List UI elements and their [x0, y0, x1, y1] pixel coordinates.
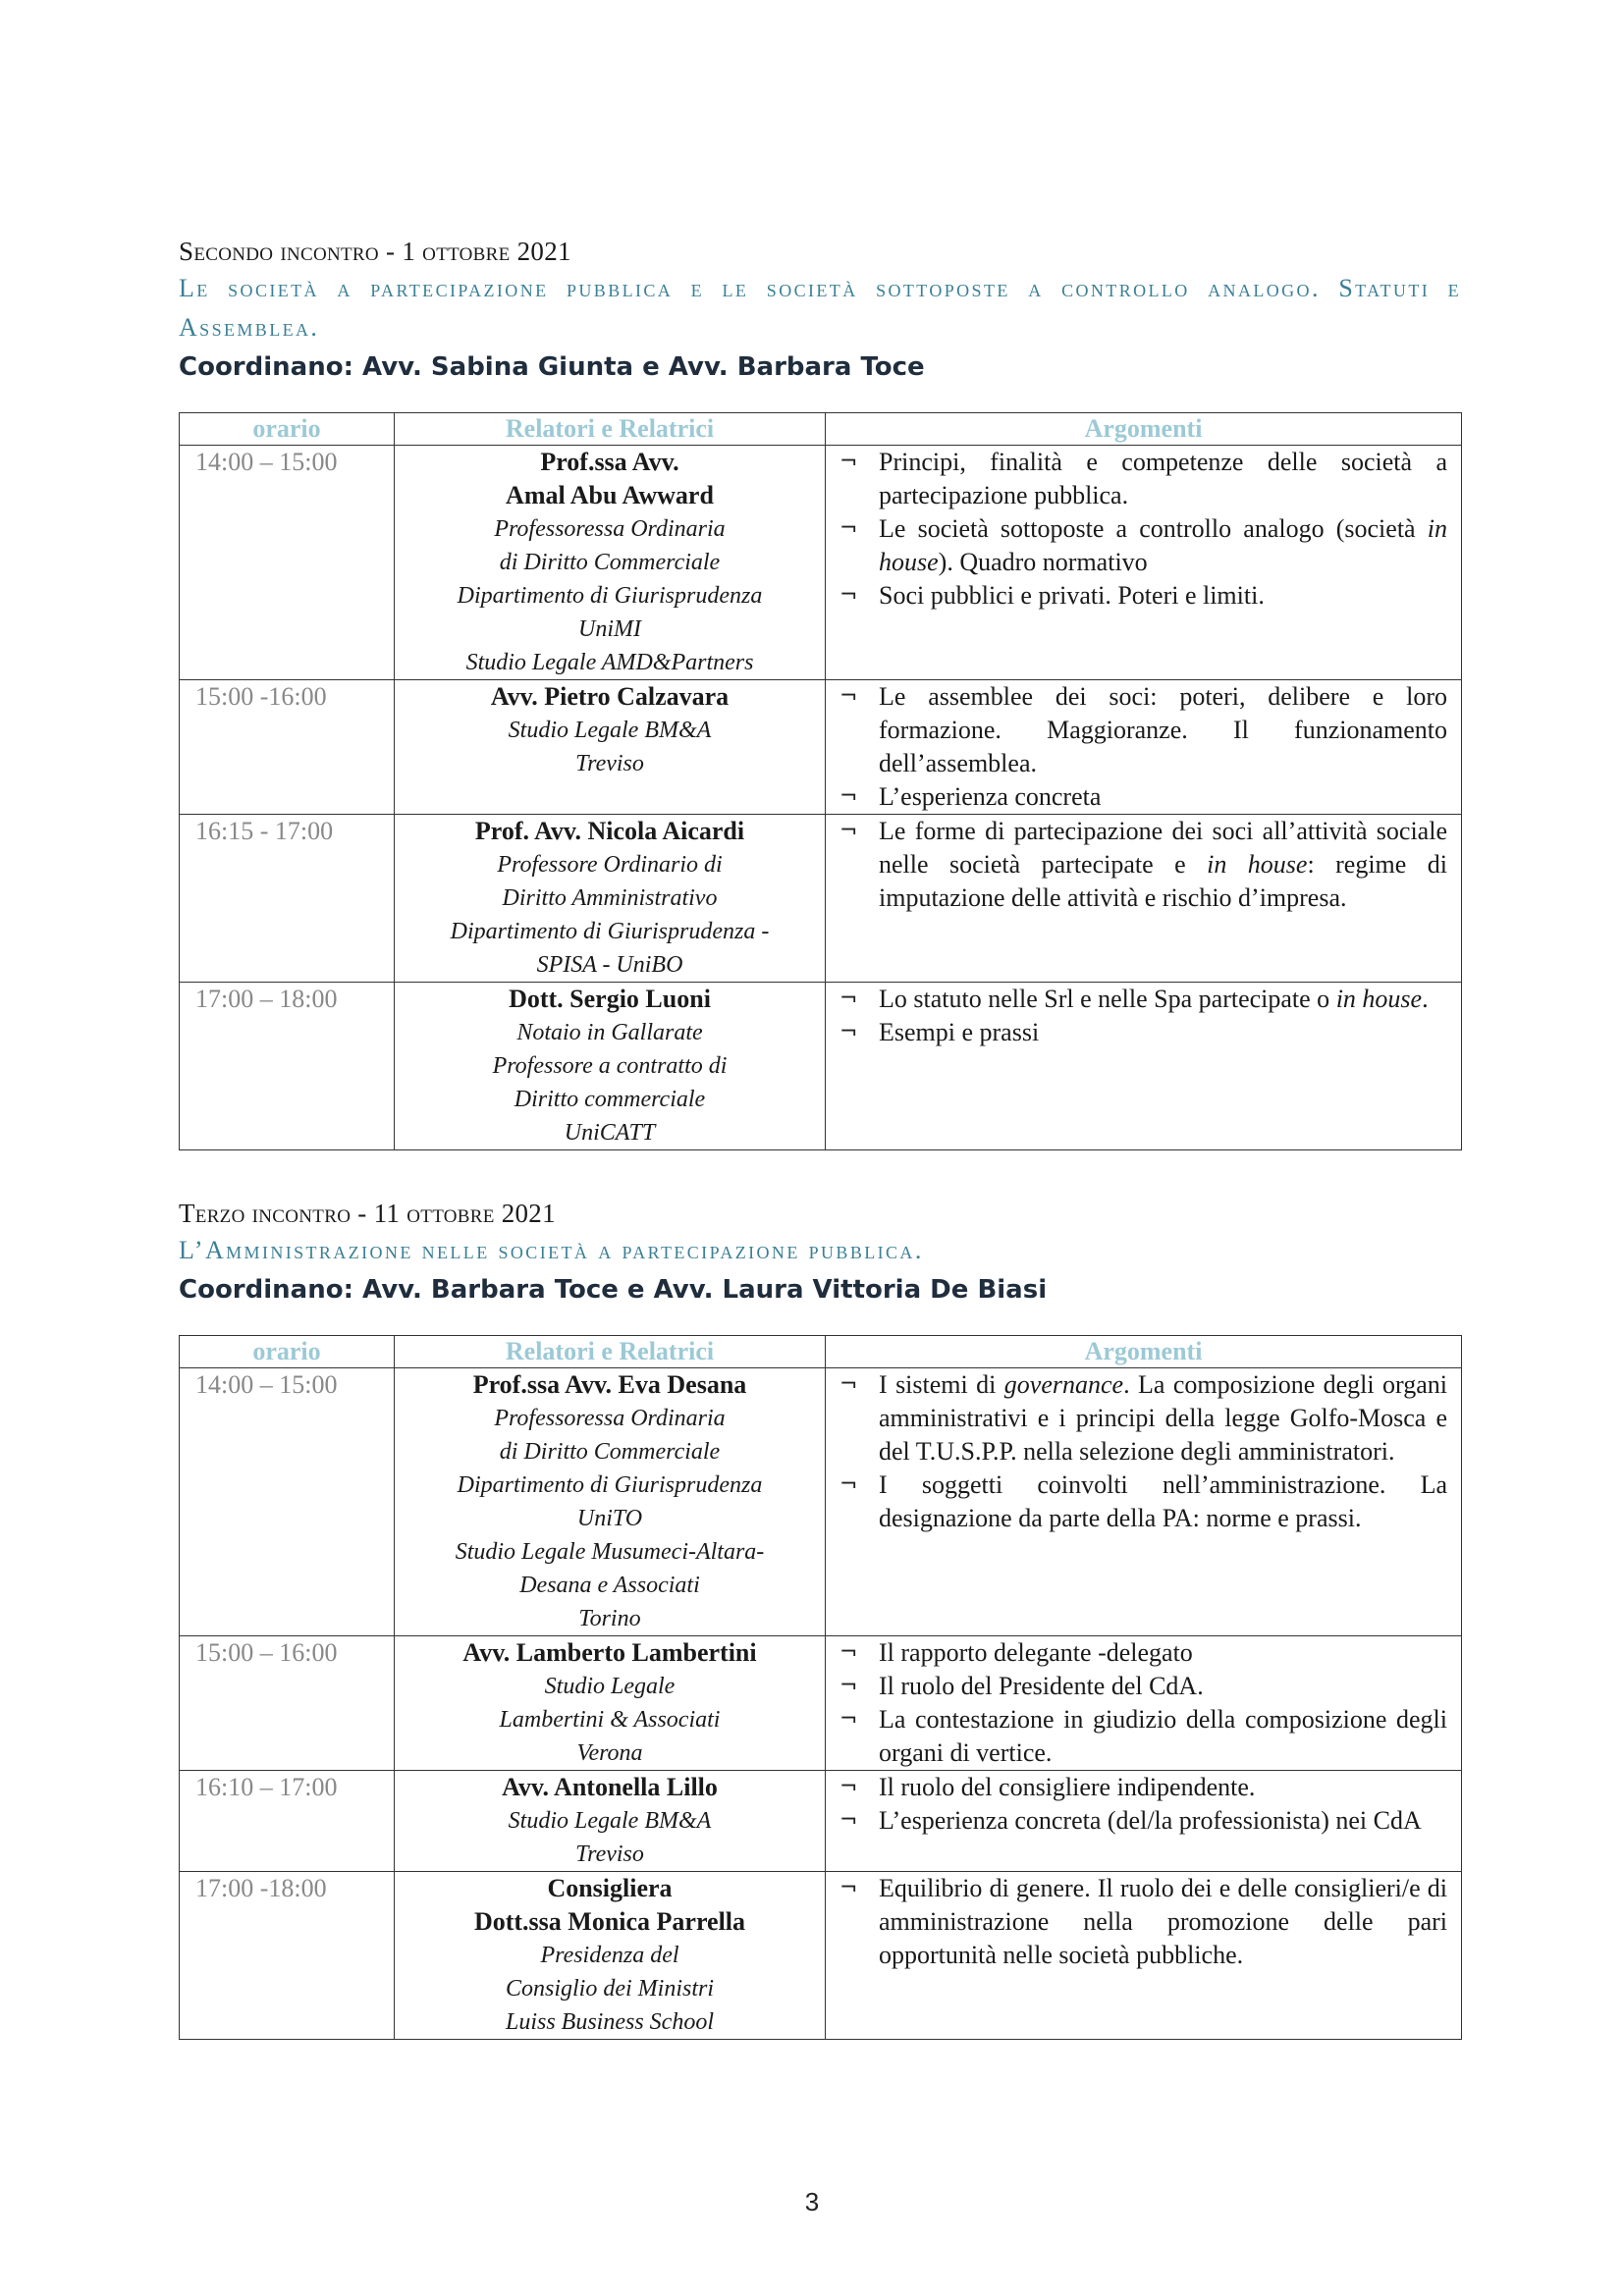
- table-header-row: [180, 1336, 1462, 1368]
- time-cell: 17:00 -18:00: [180, 1872, 395, 2040]
- table-row: [180, 983, 1462, 1150]
- topic-item: [839, 1368, 1447, 1468]
- time-cell: 16:10 – 17:00: [180, 1771, 395, 1872]
- time-cell: 14:00 – 15:00: [180, 446, 395, 680]
- speaker-cell: [395, 1636, 826, 1771]
- bullet-icon: ¬: [839, 1020, 858, 1044]
- topic-text: Il rapporto delegante -delegato: [879, 1638, 1193, 1667]
- bullet-icon: ¬: [839, 1640, 858, 1665]
- speaker-affiliation: Studio Legale Musumeci-Altara-: [455, 1539, 765, 1565]
- header-relatori: Relatori e Relatrici: [395, 1336, 826, 1368]
- time-cell: 15:00 -16:00: [180, 680, 395, 815]
- table-row: [180, 680, 1462, 815]
- speaker-affiliation: Diritto commerciale: [514, 1087, 706, 1112]
- speaker-name: Amal Abu Awward: [506, 481, 714, 509]
- topic-text: Il ruolo del Presidente del CdA.: [879, 1672, 1204, 1700]
- topic-text: I sistemi di governance. La composizione degli organi amministrativi e i principi della legge Golfo-Mosca e del T.U.S.P.P. nella selezione degli amministratori.: [879, 1370, 1447, 1466]
- time-cell: 17:00 – 18:00: [180, 983, 395, 1150]
- topic-item: [839, 512, 1447, 579]
- schedule-table: [179, 412, 1462, 1150]
- speaker-affiliation: di Diritto Commerciale: [499, 1439, 721, 1465]
- coordinators: Coordinano: Avv. Barbara Toce e Avv. Laura Vittoria De Biasi: [179, 1275, 1048, 1305]
- topic-item: [839, 1804, 1447, 1838]
- topic-text: La contestazione in giudizio della composizione degli organi di vertice.: [879, 1705, 1447, 1767]
- section-secondo-incontro: [179, 234, 1461, 1150]
- speaker-affiliation: Professore Ordinario di: [497, 852, 723, 878]
- speaker-affiliation: Presidenza del: [540, 1943, 679, 1968]
- topic-text: Le forme di partecipazione dei soci all’attività sociale nelle società partecipate e in house: regime di imputazione delle attività e rischio d’impresa.: [879, 817, 1447, 912]
- speaker-affiliation: Desana e Associati: [519, 1573, 700, 1598]
- bullet-icon: ¬: [839, 1472, 858, 1497]
- speaker-affiliation: Professore a contratto di: [492, 1053, 728, 1079]
- time-cell: 16:15 - 17:00: [180, 815, 395, 983]
- speaker-affiliation: Diritto Amministrativo: [502, 885, 718, 911]
- bullet-icon: ¬: [839, 583, 858, 608]
- speaker-affiliation: Studio Legale BM&A: [508, 1808, 712, 1834]
- table-header-row: [180, 413, 1462, 446]
- bullet-icon: ¬: [839, 1808, 858, 1833]
- table-row: [180, 1368, 1462, 1636]
- topics-cell: [826, 815, 1462, 983]
- bullet-icon: ¬: [839, 1775, 858, 1799]
- speaker-name: Avv. Lamberto Lambertini: [462, 1638, 757, 1667]
- heading-label: Secondo incontro: [179, 237, 379, 266]
- speaker-cell: [395, 1368, 826, 1636]
- topic-item: [839, 780, 1447, 814]
- topic-text: Le società sottoposte a controllo analogo (società in house). Quadro normativo: [879, 514, 1447, 576]
- speaker-cell: [395, 1771, 826, 1872]
- speaker-affiliation: Dipartimento di Giurisprudenza -: [450, 919, 770, 944]
- header-orario: orario: [180, 1336, 395, 1368]
- bullet-icon: ¬: [839, 819, 858, 843]
- speaker-name: Prof.ssa Avv.: [540, 448, 679, 476]
- topic-text: Lo statuto nelle Srl e nelle Spa partecipate o in house.: [879, 985, 1429, 1013]
- topic-item: [839, 1016, 1447, 1049]
- topic-text: I soggetti coinvolti nell’amministrazione. La designazione da parte della PA: norme e prassi.: [879, 1470, 1447, 1532]
- speaker-affiliation: Studio Legale BM&A: [508, 718, 712, 743]
- header-relatori: Relatori e Relatrici: [395, 413, 826, 446]
- speaker-affiliation: di Diritto Commerciale: [499, 550, 721, 575]
- heading-label: Terzo incontro: [179, 1199, 352, 1228]
- topic-text: Soci pubblici e privati. Poteri e limiti.: [879, 581, 1265, 610]
- bullet-icon: ¬: [839, 784, 858, 809]
- speaker-affiliation: UniTO: [576, 1506, 643, 1531]
- topic-text: Principi, finalità e competenze delle società a partecipazione pubblica.: [879, 448, 1447, 509]
- speaker-name: Consigliera: [547, 1874, 673, 1902]
- topics-cell: [826, 1771, 1462, 1872]
- topic-item: [839, 815, 1447, 915]
- bullet-icon: ¬: [839, 1372, 858, 1397]
- speaker-name: Avv. Antonella Lillo: [502, 1773, 718, 1801]
- header-argomenti: Argomenti: [826, 413, 1462, 446]
- speaker-name: Dott.ssa Monica Parrella: [473, 1907, 746, 1936]
- bullet-icon: ¬: [839, 684, 858, 709]
- topics-cell: [826, 1368, 1462, 1636]
- heading-year: 2021: [494, 1199, 556, 1228]
- speaker-affiliation: UniMI: [578, 616, 641, 642]
- table-row: [180, 1771, 1462, 1872]
- section-terzo-incontro: [179, 1196, 1461, 2040]
- table-row: [180, 446, 1462, 680]
- topic-item: [839, 1771, 1447, 1804]
- topic-text: Il ruolo del consigliere indipendente.: [879, 1773, 1256, 1801]
- speaker-cell: [395, 815, 826, 983]
- topic-item: [839, 579, 1447, 613]
- heading-month: ottobre: [400, 1199, 495, 1228]
- speaker-affiliation: SPISA - UniBO: [536, 952, 683, 978]
- speaker-cell: [395, 446, 826, 680]
- time-cell: 15:00 – 16:00: [180, 1636, 395, 1771]
- speaker-affiliation: Dipartimento di Giurisprudenza: [457, 1472, 763, 1498]
- speaker-affiliation: Studio Legale AMD&Partners: [465, 650, 754, 675]
- heading-year: 2021: [510, 237, 571, 266]
- speaker-affiliation: Notaio in Gallarate: [516, 1020, 703, 1045]
- section-heading: [179, 234, 1461, 269]
- topics-cell: [826, 680, 1462, 815]
- speaker-cell: [395, 983, 826, 1150]
- topic-text: L’esperienza concreta: [879, 782, 1102, 811]
- topic-item: [839, 983, 1447, 1016]
- topic-item: [839, 446, 1447, 512]
- speaker-affiliation: Professoressa Ordinaria: [494, 1406, 726, 1431]
- topic-item: [839, 1872, 1447, 1972]
- speaker-affiliation: Verona: [576, 1740, 643, 1766]
- coordinators: Coordinano: Avv. Sabina Giunta e Avv. Barbara Toce: [179, 352, 925, 382]
- speaker-affiliation: Treviso: [575, 751, 644, 776]
- topic-text: Le assemblee dei soci: poteri, delibere e loro formazione. Maggioranze. Il funzionamento dell’assemblea.: [879, 682, 1447, 777]
- topic-text: L’esperienza concreta (del/la professionista) nei CdA: [879, 1806, 1422, 1835]
- section-subtitle: Le società a partecipazione pubblica e le società sottoposte a controllo analogo. Statuti e Assemblea.: [179, 274, 1461, 342]
- speaker-affiliation: Consiglio dei Ministri: [505, 1976, 714, 2002]
- topic-text: Equilibrio di genere. Il ruolo dei e delle consiglieri/e di amministrazione nella promozione delle pari opportunità nelle società pubbliche.: [879, 1874, 1447, 1969]
- bullet-icon: ¬: [839, 516, 858, 541]
- time-cell: 14:00 – 15:00: [180, 1368, 395, 1636]
- header-orario: orario: [180, 413, 395, 446]
- topic-text: Esempi e prassi: [879, 1018, 1040, 1046]
- speaker-cell: [395, 1872, 826, 2040]
- bullet-icon: ¬: [839, 1876, 858, 1900]
- topic-item: [839, 680, 1447, 780]
- topic-item: [839, 1636, 1447, 1670]
- heading-day: 1: [402, 237, 416, 266]
- topic-item: [839, 1670, 1447, 1703]
- speaker-cell: [395, 680, 826, 815]
- speaker-affiliation: Luiss Business School: [505, 2009, 714, 2035]
- topic-item: [839, 1468, 1447, 1535]
- speaker-affiliation: Lambertini & Associati: [499, 1707, 721, 1733]
- heading-day: 11: [373, 1199, 401, 1228]
- speaker-affiliation: Studio Legale: [544, 1674, 676, 1699]
- speaker-affiliation: UniCATT: [564, 1120, 656, 1146]
- section-heading: [179, 1196, 1461, 1231]
- speaker-affiliation: Dipartimento di Giurisprudenza: [457, 583, 763, 609]
- speaker-affiliation: Professoressa Ordinaria: [494, 516, 726, 542]
- speaker-name: Avv. Pietro Calzavara: [490, 682, 730, 711]
- table-row: [180, 815, 1462, 983]
- speaker-affiliation: Treviso: [575, 1842, 644, 1867]
- schedule-table: [179, 1335, 1462, 2040]
- heading-month: ottobre: [415, 237, 511, 266]
- topics-cell: [826, 446, 1462, 680]
- bullet-icon: ¬: [839, 1674, 858, 1698]
- bullet-icon: ¬: [839, 987, 858, 1011]
- topics-cell: [826, 1872, 1462, 2040]
- bullet-icon: ¬: [839, 1707, 858, 1732]
- section-subtitle: L’Amministrazione nelle società a partecipazione pubblica.: [179, 1236, 924, 1264]
- topics-cell: [826, 983, 1462, 1150]
- heading-sep: -: [351, 1199, 374, 1228]
- heading-sep: -: [378, 237, 403, 266]
- page-number: 3: [804, 2187, 820, 2216]
- bullet-icon: ¬: [839, 450, 858, 474]
- topics-cell: [826, 1636, 1462, 1771]
- table-row: [180, 1872, 1462, 2040]
- header-argomenti: Argomenti: [826, 1336, 1462, 1368]
- speaker-name: Prof.ssa Avv. Eva Desana: [472, 1370, 747, 1399]
- speaker-affiliation: Torino: [578, 1606, 641, 1631]
- speaker-name: Dott. Sergio Luoni: [509, 985, 711, 1013]
- topic-item: [839, 1703, 1447, 1770]
- table-row: [180, 1636, 1462, 1771]
- speaker-name: Prof. Avv. Nicola Aicardi: [474, 817, 745, 845]
